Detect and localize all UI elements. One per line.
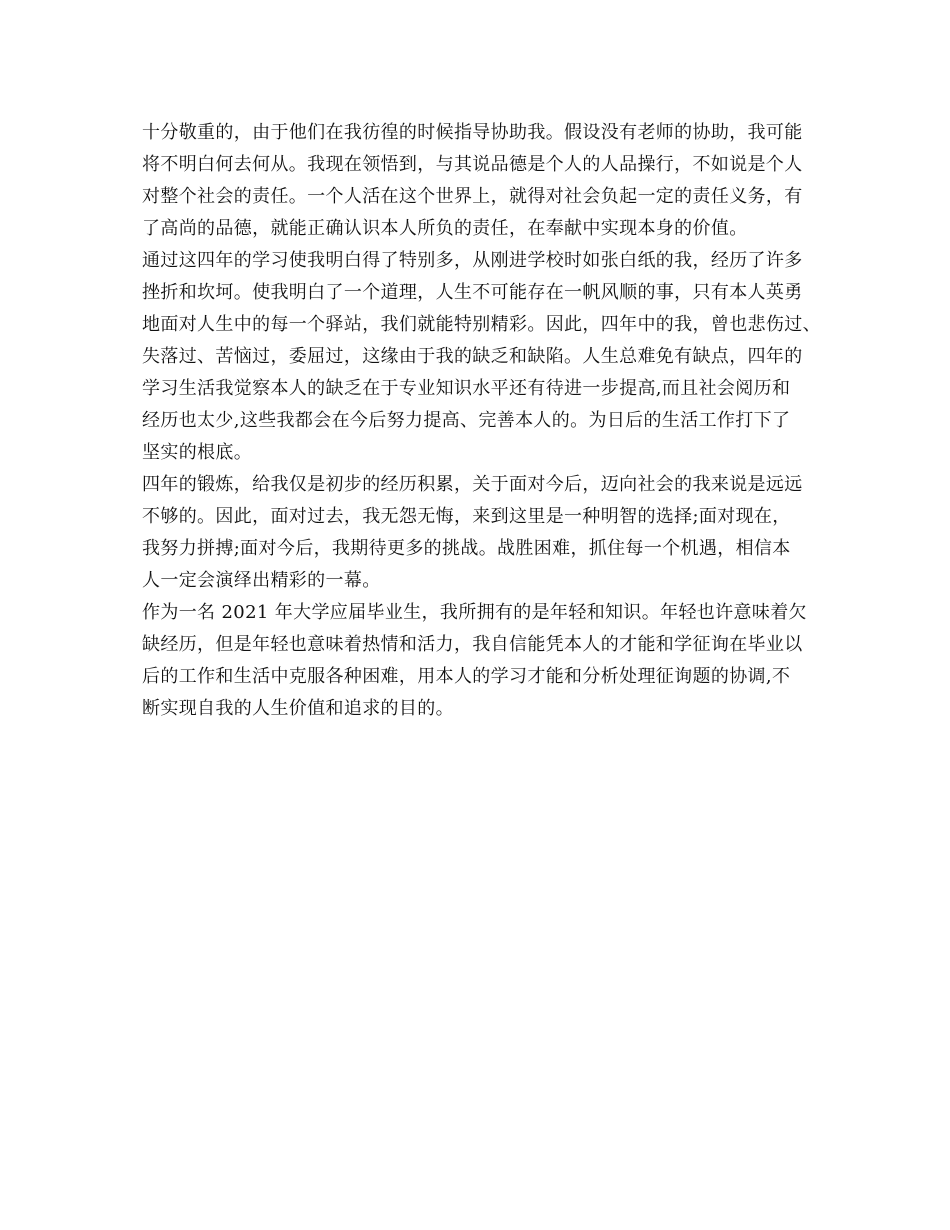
text-line: 人一定会演绎出精彩的一幕。 [142, 570, 381, 591]
text-line: 挫折和坎坷。使我明白了一个道理，人生不可能存在一帆风顺的事，只有本人英勇 [142, 282, 803, 303]
text-line: 经历也太少,这些我都会在今后努力提高、完善本人的。为日后的生活工作打下了 [142, 410, 791, 431]
text-line: 作为一名 2021 年大学应届毕业生，我所拥有的是年轻和知识。年轻也许意味着欠 [142, 602, 807, 623]
text-line: 不够的。因此，面对过去，我无怨无悔，来到这里是一种明智的选择;面对现在， [142, 506, 791, 527]
text-line: 通过这四年的学习使我明白得了特别多，从刚进学校时如张白纸的我，经历了许多 [142, 250, 803, 271]
text-line: 十分敬重的，由于他们在我彷徨的时候指导协助我。假设没有老师的协助，我可能 [142, 122, 803, 143]
text-line: 失落过、苦恼过，委屈过，这缘由于我的缺乏和缺陷。人生总难免有缺点，四年的 [142, 346, 803, 367]
text-line: 坚实的根底。 [142, 442, 253, 463]
text-line: 了高尚的品德，就能正确认识本人所负的责任，在奉献中实现本身的价值。 [142, 218, 748, 239]
text-line: 学习生活我觉察本人的缺乏在于专业知识水平还有待进一步提高,而且社会阅历和 [142, 378, 791, 399]
paragraph-3 [142, 469, 832, 597]
text-line: 断实现自我的人生价值和追求的目的。 [142, 698, 454, 719]
text-line: 后的工作和生活中克服各种困难，用本人的学习才能和分析处理征询题的协调,不 [142, 666, 791, 687]
paragraph-4 [142, 597, 832, 725]
text-line: 缺经历，但是年轻也意味着热情和活力，我自信能凭本人的才能和学征询在毕业以 [142, 634, 803, 655]
text-line: 我努力拼搏;面对今后，我期待更多的挑战。战胜困难，抓住每一个机遇，相信本 [142, 538, 791, 559]
paragraph-2 [142, 245, 832, 469]
text-line: 地面对人生中的每一个驿站，我们就能特别精彩。因此，四年中的我，曾也悲伤过、 [142, 314, 821, 335]
text-line: 将不明白何去何从。我现在领悟到，与其说品德是个人的人品操行，不如说是个人 [142, 154, 803, 175]
text-line: 对整个社会的责任。一个人活在这个世界上，就得对社会负起一定的责任义务，有 [142, 186, 803, 207]
paragraph-1 [142, 117, 832, 245]
text-line: 四年的锻炼，给我仅是初步的经历积累，关于面对今后，迈向社会的我来说是远远 [142, 474, 803, 495]
document-body [142, 117, 832, 725]
